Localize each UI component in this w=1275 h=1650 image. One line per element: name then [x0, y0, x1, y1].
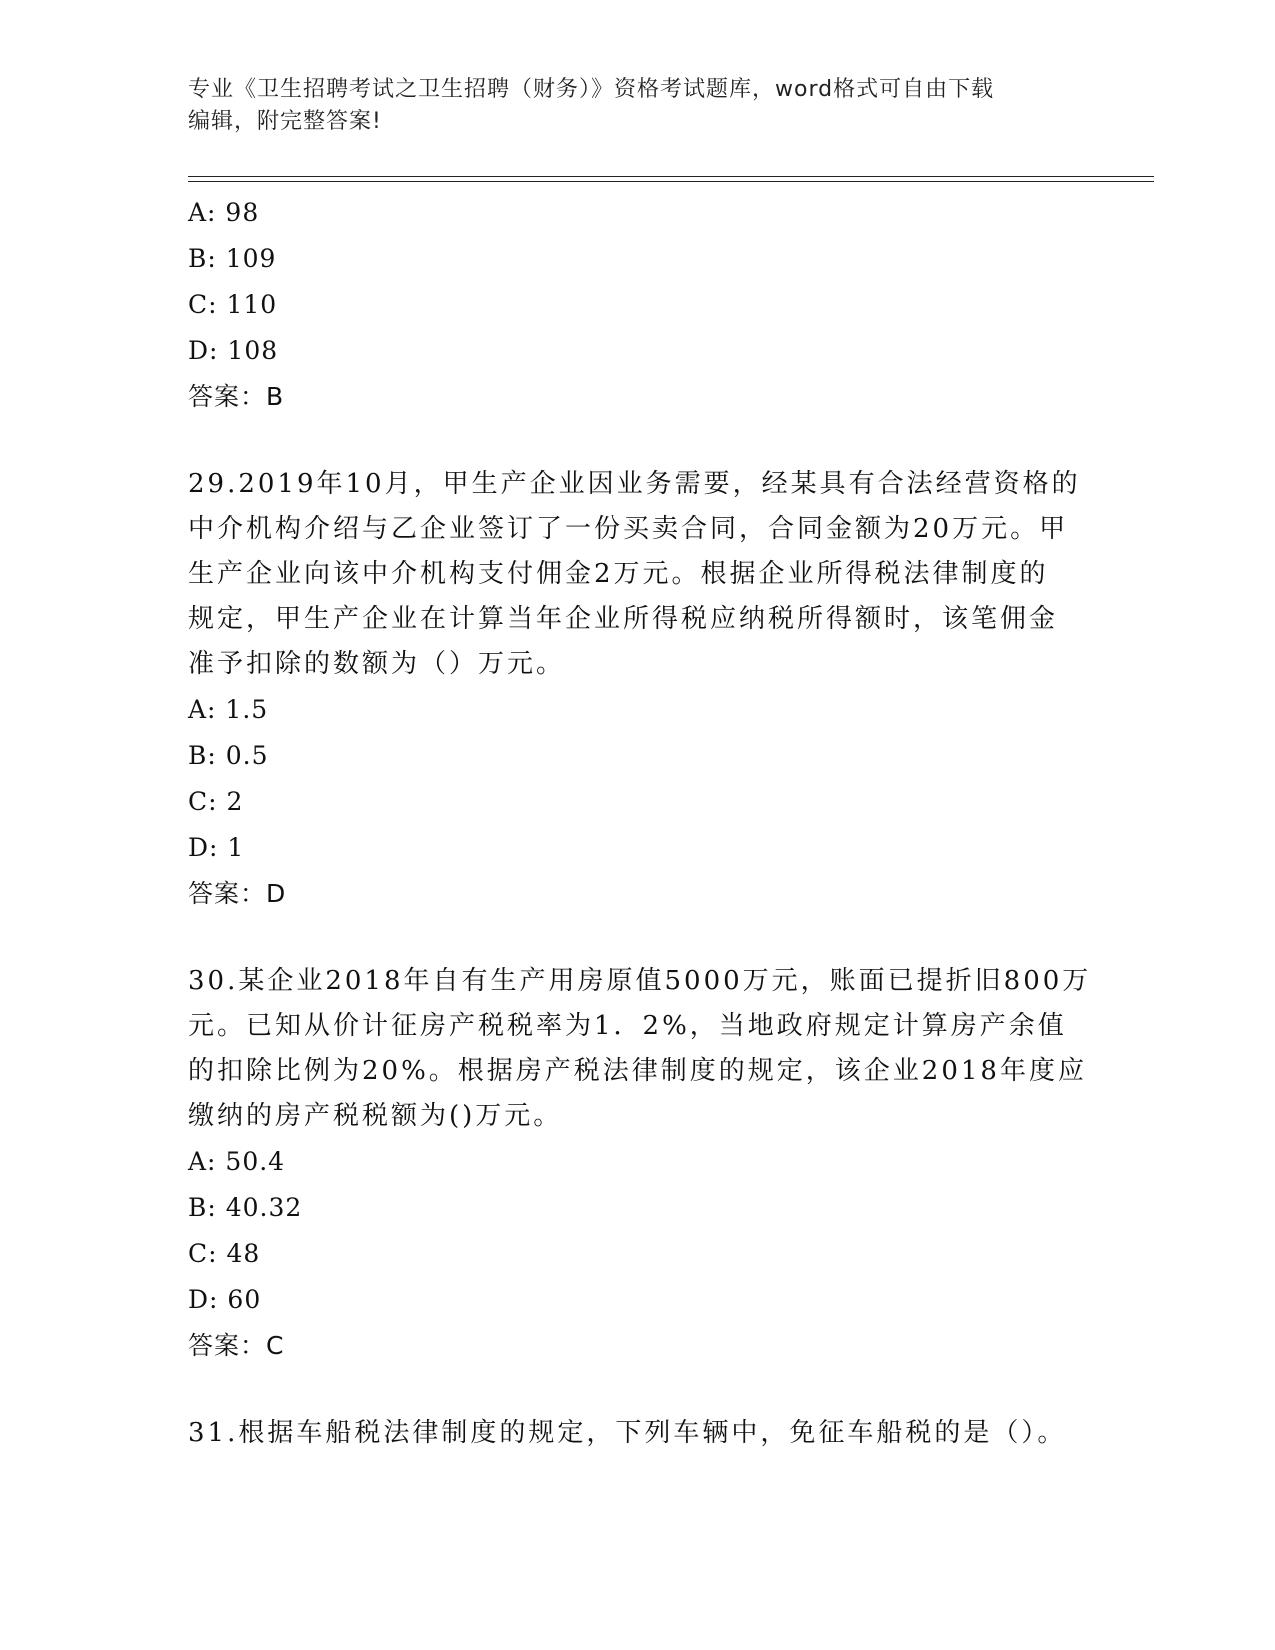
question-line: 元。已知从价计征房产税税率为1．2%，当地政府规定计算房产余值: [188, 1011, 1067, 1041]
question-line: 31.根据车船税法律制度的规定，下列车辆中，免征车船税的是（）。: [188, 1418, 1067, 1448]
question-line: 准予扣除的数额为（）万元。: [188, 649, 566, 679]
question-line: 生产企业向该中介机构支付佣金2万元。根据企业所得税法律制度的: [188, 559, 1049, 589]
option-b: B: 40.32: [188, 1193, 303, 1222]
question-28-options: [188, 190, 1088, 420]
option-a: A: 1.5: [188, 695, 269, 724]
question-text: [188, 959, 1092, 1139]
option-d: D: 1: [188, 833, 245, 862]
question-line: 缴纳的房产税税额为()万元。: [188, 1101, 563, 1131]
option-c: C: 48: [188, 1239, 261, 1268]
question-line: 30.某企业2018年自有生产用房原值5000万元，账面已提折旧800万: [188, 966, 1092, 996]
option-b: B: 0.5: [188, 741, 269, 770]
option-a: A: 98: [188, 198, 260, 227]
question-text: [188, 1411, 1088, 1456]
question-text: [188, 462, 1088, 687]
header-rule: [188, 181, 1154, 182]
option-c: C: 2: [188, 787, 244, 816]
option-c: C: 110: [188, 290, 278, 319]
answer-line: 答案：C: [188, 1331, 285, 1360]
question-list: [188, 190, 1092, 1456]
question-30: [188, 959, 1092, 1369]
question-29: [188, 462, 1088, 917]
option-b: B: 109: [188, 244, 277, 273]
question-line: 29.2019年10月，甲生产企业因业务需要，经某具有合法经营资格的: [188, 469, 1081, 499]
question-line: 规定，甲生产企业在计算当年企业所得税应纳税所得额时，该笔佣金: [188, 604, 1059, 634]
answer-line: 答案：D: [188, 879, 287, 908]
header-line-1: 专业《卫生招聘考试之卫生招聘（财务）》资格考试题库，word格式可自由下载: [188, 77, 995, 102]
option-d: D: 108: [188, 336, 279, 365]
header-line-2: 编辑，附完整答案!: [188, 109, 382, 134]
answer-line: 答案：B: [188, 382, 285, 411]
option-a: A: 50.4: [188, 1147, 286, 1176]
option-d: D: 60: [188, 1285, 262, 1314]
question-31: [188, 1411, 1088, 1456]
header-rule: [188, 176, 1154, 177]
question-line: 中介机构介绍与乙企业签订了一份买卖合同，合同金额为20万元。甲: [188, 514, 1069, 544]
question-line: 的扣除比例为20%。根据房产税法律制度的规定，该企业2018年度应: [188, 1056, 1087, 1086]
document-header: [188, 74, 1088, 138]
